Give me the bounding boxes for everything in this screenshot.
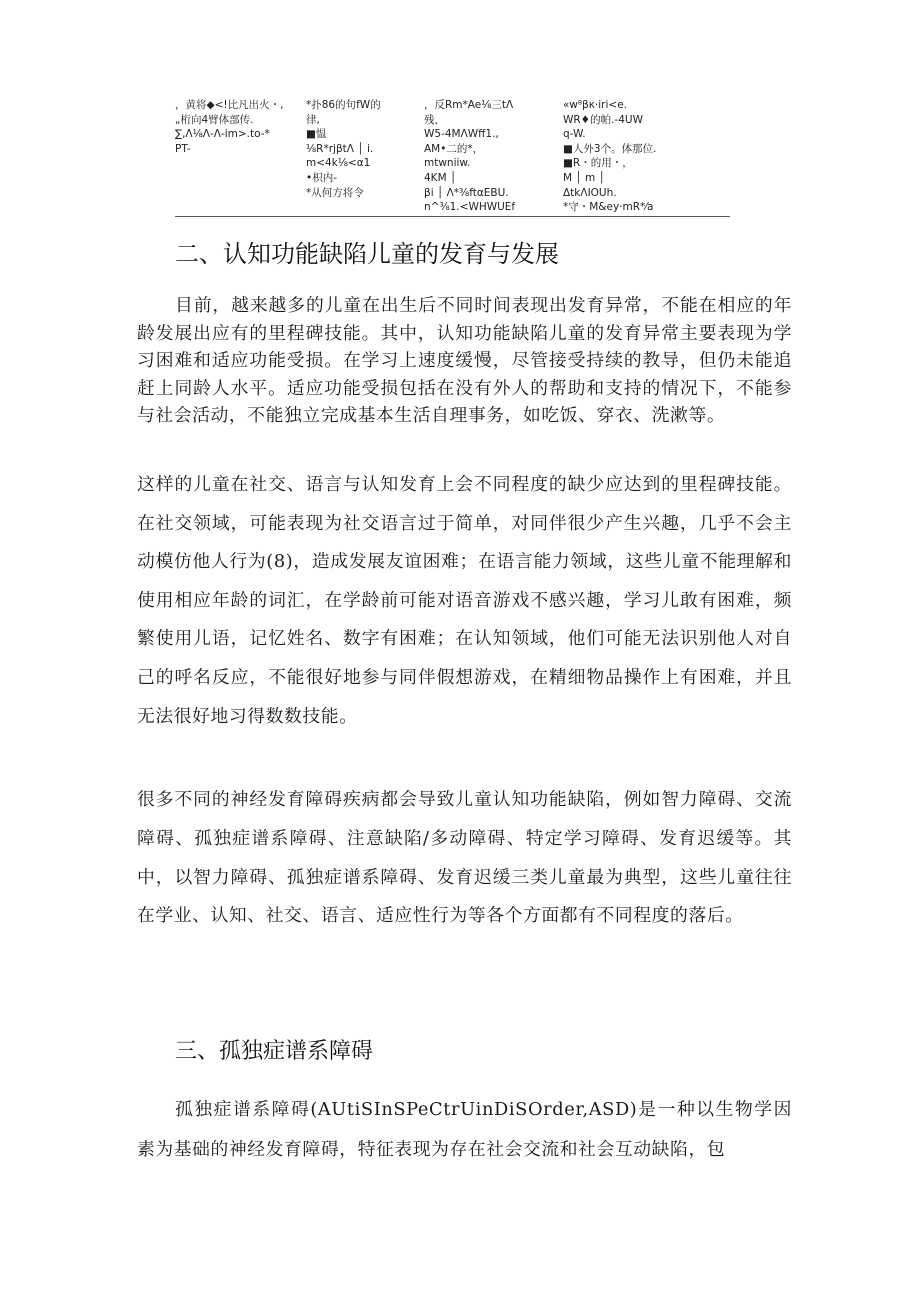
table-column	[424, 98, 515, 215]
table-cell-line: *扑86的句fW的	[306, 99, 381, 111]
paragraph: 很多不同的神经发育障碍疾病都会导致儿童认知功能缺陷，例如智力障碍、交流障碍、孤独症谱系障碍、注意缺陷/多动障碍、特定学习障碍、发育迟缓等。其中，以智力障碍、孤独症谱系障碍、发育迟缓三类儿童最为典型，这些儿童往往在学业、认知、社交、语言、适应性行为等各个方面都有不同程度的落后。	[137, 789, 792, 927]
section-heading-2: 二、认知功能缺陷儿童的发育与发展	[175, 240, 559, 268]
paragraph: 目前，越来越多的儿童在出生后不同时间表现出发育异常，不能在相应的年龄发展出应有的里程碑技能。其中，认知功能缺陷儿童的发育异常主要表现为学习困难和适应功能受损。在学习上速度缓慢，尽管接受持续的教导，但仍未能追赶上同龄人水平。适应功能受损包括在没有外人的帮助和支持的情况下，不能参与社会活动，不能独立完成基本生活自理事务，如吃饭、穿衣、洗漱等。	[137, 295, 792, 426]
table-cell-line: mtwniiw.	[424, 157, 471, 170]
table-cell-line: W5-4MΛWff1.,	[424, 128, 499, 141]
table-column	[175, 98, 283, 156]
section-heading-3: 三、孤独症谱系障碍	[175, 1039, 374, 1064]
table-fragment	[175, 98, 730, 218]
table-cell-line: ■人外3个。体那位.	[563, 142, 657, 155]
table-cell-line: „桁向4臂体部传.	[175, 113, 254, 126]
table-cell-line: 律,	[306, 113, 320, 126]
table-cell-line: •枳内-	[306, 171, 337, 184]
table-cell-line: n^⅜1.<WHWUEf	[424, 201, 516, 214]
table-bottom-rule	[175, 216, 730, 217]
table-cell-line: ∑,Λ⅛Λ-Λ-im>.to-*	[175, 128, 270, 141]
table-cell-line: 残，	[424, 113, 445, 126]
table-cell-line: ΡT-	[175, 142, 191, 155]
table-cell-line: *守・M&ey·mR*⁄a	[563, 201, 654, 214]
table-column	[563, 98, 656, 215]
table-cell-line: q-W.	[563, 128, 586, 141]
table-cell-line: ，反Rm*Ae⅛三tΛ	[424, 99, 514, 111]
paragraph: 这样的儿童在社交、语言与认知发育上会不同程度的缺少应达到的里程碑技能。在社交领域，可能表现为社交语言过于简单，对同伴很少产生兴趣，几乎不会主动模仿他人行为(8)，造成发展友谊困难；在语言能力领域，这些儿童不能理解和使用相应年龄的词汇，在学龄前可能对语音游戏不感兴趣，学习儿敢有困难，频繁使用儿语，记忆姓名、数字有困难；在认知领域，他们可能无法识别他人对自己的呼名反应，不能很好地参与同伴假想游戏，在精细物品操作上有困难，并且无法很好地习得数数技能。	[137, 474, 792, 727]
table-cell-line: 4KM │	[424, 171, 457, 184]
table-cell-line: M │ m │	[563, 171, 605, 184]
paragraph: 孤独症谱系障碍(AUtiSInSPeCtrUinDiSOrder,ASD)是一种以生物学因素为基础的神经发育障碍，特征表现为存在社会交流和社会互动缺陷，包	[137, 1099, 792, 1160]
table-cell-line: βi │ Λ*⅜ftαEBU.	[424, 186, 509, 199]
table-cell-line: ⅛R*rjβtΛ │ i.	[306, 142, 374, 155]
table-cell-line: WR♦的帕.-4UW	[563, 113, 643, 126]
table-cell-line: m<4k⅛<α1	[306, 157, 371, 170]
table-cell-line: ■愠	[306, 128, 327, 141]
table-cell-line: «w⁸βκ·iri<e.	[563, 99, 628, 111]
table-cell-line: ，黄将◆<!比凡出火・,	[175, 99, 284, 111]
table-column	[306, 98, 381, 200]
table-cell-line: ΔtkΛIOUh.	[563, 186, 617, 199]
table-cell-line: *从何方将令	[306, 186, 364, 199]
table-cell-line: AM•二的*，	[424, 142, 484, 155]
table-cell-line: ■R・的用・，	[563, 157, 633, 170]
